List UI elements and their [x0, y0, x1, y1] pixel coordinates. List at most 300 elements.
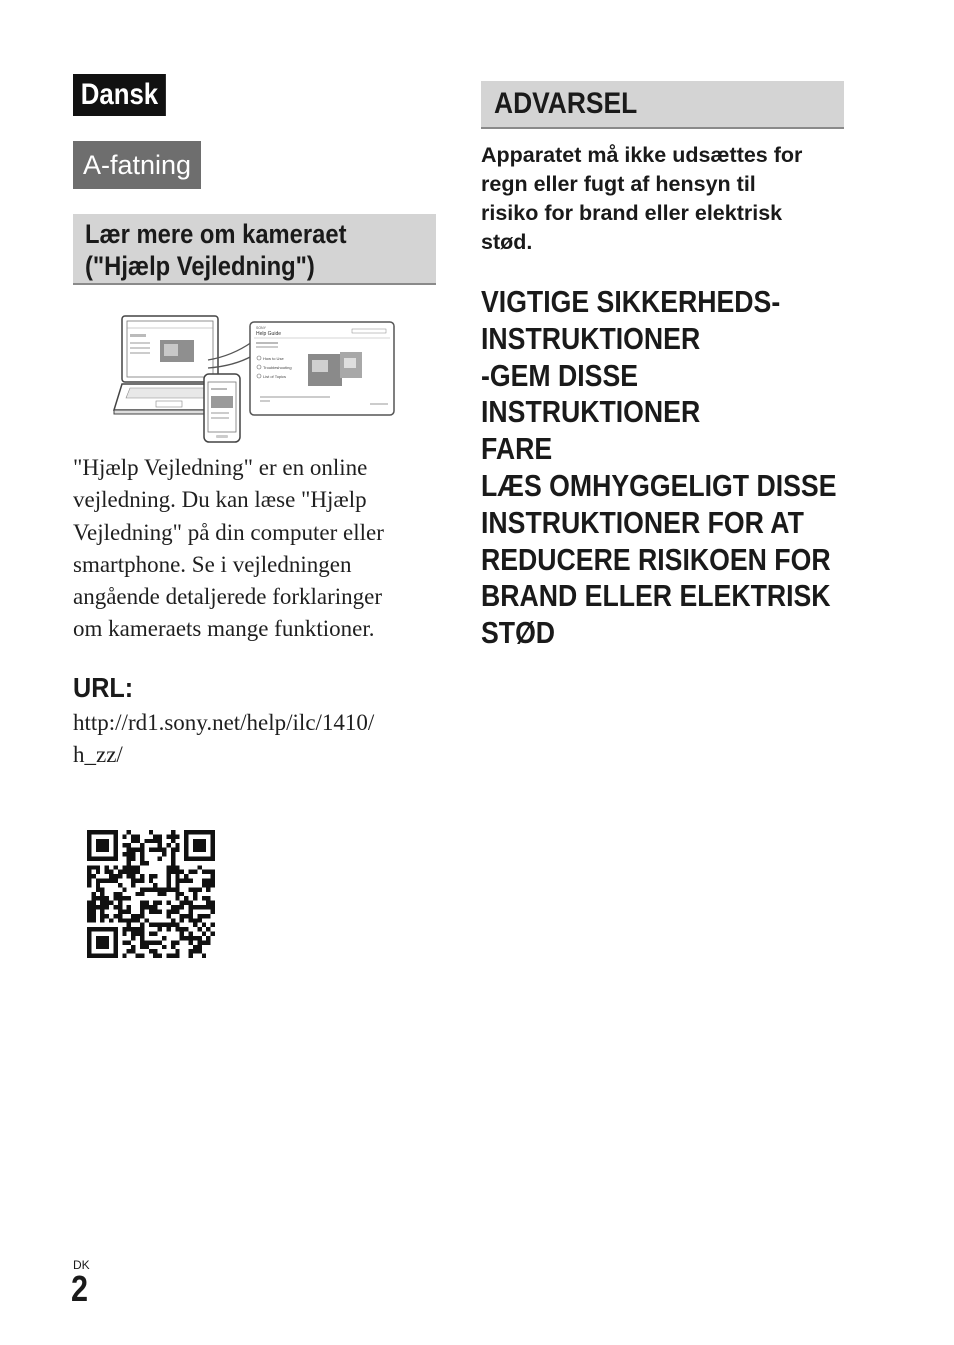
qr-module	[193, 936, 197, 940]
qr-module	[193, 892, 197, 896]
text-line: VIGTIGE SIKKERHEDS-	[481, 284, 781, 319]
text-line: FARE	[481, 431, 553, 467]
qr-module	[87, 870, 91, 874]
qr-module	[131, 932, 135, 936]
qr-module	[189, 909, 193, 913]
qr-module	[118, 883, 122, 887]
help-menu-item: List of Topics	[263, 374, 287, 379]
qr-module	[158, 927, 162, 931]
qr-module	[131, 839, 135, 843]
text-line: om kameraets mange funktioner.	[73, 616, 375, 642]
qr-module	[153, 901, 157, 905]
qr-module	[149, 932, 153, 936]
qr-module	[144, 839, 148, 843]
qr-module	[211, 932, 215, 936]
qr-module	[193, 870, 197, 874]
help-guide-title: Help Guide	[256, 331, 282, 337]
qr-module	[211, 923, 215, 927]
qr-module	[189, 905, 193, 909]
qr-module	[149, 839, 153, 843]
qr-module	[180, 918, 184, 922]
qr-module	[202, 940, 206, 944]
qr-module	[189, 914, 193, 918]
qr-module	[171, 856, 175, 860]
qr-module	[140, 945, 144, 949]
qr-module	[153, 905, 157, 909]
qr-module	[87, 918, 91, 922]
qr-module	[180, 879, 184, 883]
qr-module	[96, 883, 100, 887]
qr-module	[153, 940, 157, 944]
qr-module	[91, 892, 95, 896]
qr-module	[122, 940, 126, 944]
qr-module	[136, 914, 140, 918]
qr-module	[189, 901, 193, 905]
qr-module	[153, 834, 157, 838]
qr-module	[166, 865, 170, 869]
qr-module	[171, 923, 175, 927]
qr-module	[197, 887, 201, 891]
qr-module	[122, 932, 126, 936]
qr-module	[127, 949, 131, 953]
qr-module	[118, 892, 122, 896]
qr-module	[153, 874, 157, 878]
qr-module	[175, 883, 179, 887]
qr-module	[184, 879, 188, 883]
qr-module	[100, 887, 104, 891]
qr-module	[158, 887, 162, 891]
qr-module	[136, 848, 140, 852]
qr-module	[189, 887, 193, 891]
qr-module	[158, 901, 162, 905]
qr-module	[131, 856, 135, 860]
qr-module	[175, 927, 179, 931]
text-line: -GEM DISSE	[481, 357, 639, 393]
qr-module	[175, 909, 179, 913]
qr-module	[140, 914, 144, 918]
qr-module	[118, 870, 122, 874]
qr-module	[153, 887, 157, 891]
qr-module	[171, 861, 175, 865]
qr-module	[87, 883, 91, 887]
qr-module	[136, 879, 140, 883]
qr-module	[175, 892, 179, 896]
qr-module	[122, 927, 126, 931]
qr-module	[144, 861, 148, 865]
url-line: h_zz/	[73, 742, 123, 767]
qr-module	[87, 905, 91, 909]
qr-module	[131, 927, 135, 931]
text-line: "Hjælp Vejledning" er en online	[73, 455, 368, 480]
qr-module	[162, 945, 166, 949]
qr-module	[158, 954, 162, 958]
qr-module	[140, 848, 144, 852]
qr-module	[136, 839, 140, 843]
qr-module	[122, 909, 126, 913]
qr-module	[153, 949, 157, 953]
qr-module	[140, 843, 144, 847]
qr-module	[113, 905, 117, 909]
qr-module	[96, 870, 100, 874]
qr-module	[109, 870, 113, 874]
qr-module	[127, 861, 131, 865]
qr-module	[171, 918, 175, 922]
qr-module	[113, 896, 117, 900]
qr-module	[140, 852, 144, 856]
section-heading-line: ("Hjælp Vejledning")	[85, 251, 315, 281]
qr-module	[184, 936, 188, 940]
help-guide-url[interactable]	[73, 707, 374, 771]
qr-module	[136, 932, 140, 936]
qr-module	[166, 843, 170, 847]
qr-module	[100, 901, 104, 905]
qr-module	[131, 834, 135, 838]
qr-module	[140, 940, 144, 944]
qr-module	[140, 861, 144, 865]
qr-module	[175, 870, 179, 874]
qr-module	[197, 905, 201, 909]
qr-module	[127, 896, 131, 900]
qr-module	[144, 901, 148, 905]
qr-module	[149, 830, 153, 834]
qr-module	[202, 923, 206, 927]
qr-module	[149, 923, 153, 927]
qr-module	[197, 936, 201, 940]
qr-module	[136, 865, 140, 869]
qr-module	[175, 923, 179, 927]
page-number: 2	[71, 1268, 89, 1309]
qr-module	[113, 874, 117, 878]
qr-module	[206, 914, 210, 918]
qr-module	[202, 914, 206, 918]
qr-module	[131, 914, 135, 918]
qr-module	[166, 954, 170, 958]
qr-module	[149, 874, 153, 878]
qr-module	[127, 848, 131, 852]
qr-module	[175, 843, 179, 847]
qr-module	[144, 905, 148, 909]
qr-module	[149, 905, 153, 909]
qr-module	[211, 883, 215, 887]
qr-module	[96, 905, 100, 909]
qr-module	[122, 896, 126, 900]
qr-module	[144, 887, 148, 891]
text-line: risiko for brand eller elektrisk	[481, 201, 783, 225]
help-menu-item: How to Use	[263, 356, 284, 361]
qr-module	[127, 909, 131, 913]
qr-module	[189, 870, 193, 874]
qr-module	[180, 914, 184, 918]
qr-module	[206, 936, 210, 940]
qr-module	[100, 914, 104, 918]
qr-module	[166, 834, 170, 838]
qr-module	[100, 896, 104, 900]
qr-module	[184, 914, 188, 918]
qr-module	[206, 901, 210, 905]
qr-module	[166, 887, 170, 891]
qr-module	[158, 839, 162, 843]
qr-module	[197, 927, 201, 931]
qr-module	[140, 879, 144, 883]
qr-module	[127, 940, 131, 944]
qr-module	[211, 874, 215, 878]
help-menu-item: Troubleshooting	[263, 365, 292, 370]
text-line: INSTRUKTIONER FOR AT	[481, 504, 804, 540]
smartphone-icon	[204, 374, 240, 442]
mount-label: A-fatning	[73, 141, 201, 189]
qr-module	[122, 852, 126, 856]
qr-module	[206, 879, 210, 883]
qr-module	[140, 856, 144, 860]
text-line: regn eller fugt af hensyn til	[481, 172, 756, 196]
qr-module	[211, 870, 215, 874]
qr-module	[162, 852, 166, 856]
qr-module	[140, 936, 144, 940]
qr-module	[131, 879, 135, 883]
url-label: URL:	[73, 672, 134, 703]
warning-heading: ADVARSEL	[481, 81, 844, 129]
qr-module	[197, 914, 201, 918]
qr-module	[122, 843, 126, 847]
qr-module	[180, 905, 184, 909]
qr-module	[87, 909, 91, 913]
text-line: REDUCERE RISIKOEN FOR	[481, 541, 831, 577]
qr-module	[175, 949, 179, 953]
qr-module	[171, 852, 175, 856]
text-line: stød.	[481, 230, 533, 254]
qr-module	[96, 865, 100, 869]
qr-module	[149, 909, 153, 913]
qr-module	[189, 954, 193, 958]
qr-module	[197, 945, 201, 949]
qr-module	[193, 839, 206, 852]
qr-module	[162, 887, 166, 891]
qr-module	[87, 865, 91, 869]
qr-module	[113, 865, 117, 869]
qr-module	[193, 949, 197, 953]
svg-text:SONY: SONY	[256, 326, 266, 330]
qr-module	[162, 848, 166, 852]
qr-module	[118, 896, 122, 900]
qr-module	[87, 879, 91, 883]
text-line: INSTRUKTIONER	[481, 320, 701, 356]
qr-module	[100, 879, 104, 883]
qr-module	[175, 954, 179, 958]
qr-module	[140, 923, 144, 927]
qr-module	[109, 874, 113, 878]
qr-module	[127, 830, 131, 834]
qr-module	[171, 945, 175, 949]
qr-module	[180, 892, 184, 896]
qr-module	[166, 883, 170, 887]
qr-module	[109, 901, 113, 905]
qr-module	[197, 865, 201, 869]
qr-module	[122, 918, 126, 922]
qr-module	[189, 879, 193, 883]
qr-module	[175, 865, 179, 869]
qr-module	[202, 896, 206, 900]
qr-module	[136, 927, 140, 931]
qr-module	[96, 896, 100, 900]
qr-module	[105, 901, 109, 905]
qr-module	[158, 834, 162, 838]
qr-module	[91, 918, 95, 922]
qr-module	[149, 887, 153, 891]
text-line: BRAND ELLER ELEKTRISK	[481, 578, 831, 614]
qr-module	[162, 892, 166, 896]
qr-module	[175, 874, 179, 878]
qr-module	[140, 905, 144, 909]
qr-module	[144, 945, 148, 949]
qr-module	[149, 940, 153, 944]
qr-module	[113, 892, 117, 896]
qr-module	[131, 883, 135, 887]
qr-module	[184, 874, 188, 878]
qr-module	[158, 892, 162, 896]
qr-module	[140, 887, 144, 891]
qr-module	[131, 848, 135, 852]
warning-text	[481, 141, 802, 257]
text-line: smartphone. Se i vejledningen	[73, 551, 352, 577]
qr-module	[175, 887, 179, 891]
qr-module	[118, 905, 122, 909]
qr-module	[158, 848, 162, 852]
qr-module	[122, 870, 126, 874]
qr-module	[171, 870, 175, 874]
text-line: vejledning. Du kan læse "Hjælp	[73, 487, 367, 513]
qr-module	[122, 865, 126, 869]
qr-module	[131, 870, 135, 874]
qr-module	[189, 936, 193, 940]
qr-module	[171, 848, 175, 852]
qr-module	[171, 865, 175, 869]
text-line: INSTRUKTIONER	[481, 394, 701, 430]
qr-module	[140, 901, 144, 905]
qr-module	[87, 874, 91, 878]
qr-module	[91, 865, 95, 869]
qr-module	[180, 936, 184, 940]
qr-module	[105, 914, 109, 918]
qr-module	[153, 839, 157, 843]
qr-module	[206, 887, 210, 891]
qr-module	[131, 874, 135, 878]
qr-module	[131, 852, 135, 856]
qr-module	[193, 896, 197, 900]
qr-module	[100, 909, 104, 913]
qr-module	[136, 834, 140, 838]
qr-module	[153, 923, 157, 927]
qr-module	[140, 909, 144, 913]
qr-module	[189, 918, 193, 922]
qr-module	[171, 834, 175, 838]
qr-module	[171, 905, 175, 909]
qr-module	[140, 932, 144, 936]
language-label: Dansk	[73, 74, 166, 116]
qr-module	[118, 874, 122, 878]
qr-module	[136, 918, 140, 922]
qr-module	[122, 834, 126, 838]
qr-module	[193, 945, 197, 949]
qr-module	[180, 901, 184, 905]
qr-module	[158, 856, 162, 860]
qr-module	[189, 949, 193, 953]
qr-module	[127, 918, 131, 922]
text-line: STØD	[481, 615, 556, 651]
qr-module	[149, 949, 153, 953]
qr-module	[171, 909, 175, 913]
qr-module	[136, 892, 140, 896]
qr-module	[189, 932, 193, 936]
qr-module	[180, 870, 184, 874]
qr-module	[197, 918, 201, 922]
qr-module	[127, 870, 131, 874]
qr-code	[87, 830, 215, 958]
qr-module	[105, 870, 109, 874]
qr-module	[140, 927, 144, 931]
qr-module	[100, 892, 104, 896]
qr-module	[91, 901, 95, 905]
qr-module	[206, 927, 210, 931]
qr-module	[131, 945, 135, 949]
qr-module	[136, 954, 140, 958]
qr-module	[153, 848, 157, 852]
text-line: angående detaljerede forklaringer	[73, 584, 383, 610]
qr-module	[100, 905, 104, 909]
qr-module	[113, 879, 117, 883]
qr-module	[166, 923, 170, 927]
qr-module	[118, 909, 122, 913]
qr-module	[206, 870, 210, 874]
qr-module	[122, 954, 126, 958]
help-guide-illustration	[112, 312, 397, 445]
qr-module	[118, 914, 122, 918]
qr-module	[171, 830, 175, 834]
intro-paragraph	[73, 452, 445, 646]
qr-module	[118, 918, 122, 922]
section-heading	[73, 214, 436, 285]
qr-module	[166, 874, 170, 878]
text-line: Vejledning" på din computer eller	[73, 519, 384, 545]
qr-module	[202, 870, 206, 874]
qr-module	[127, 856, 131, 860]
qr-module	[202, 905, 206, 909]
qr-module	[171, 940, 175, 944]
qr-module	[166, 927, 170, 931]
qr-module	[105, 879, 109, 883]
qr-module	[113, 914, 117, 918]
qr-module	[140, 892, 144, 896]
text-line: Apparatet må ikke udsættes for	[481, 143, 803, 167]
qr-module	[166, 879, 170, 883]
qr-module	[162, 936, 166, 940]
qr-module	[166, 914, 170, 918]
qr-module	[175, 879, 179, 883]
text-line: LÆS OMHYGGELIGT DISSE	[481, 467, 837, 503]
qr-module	[91, 914, 95, 918]
qr-module	[184, 896, 188, 900]
qr-module	[166, 909, 170, 913]
qr-module	[131, 936, 135, 940]
qr-module	[100, 918, 104, 922]
qr-module	[162, 923, 166, 927]
qr-module	[140, 954, 144, 958]
qr-module	[105, 865, 109, 869]
qr-module	[122, 887, 126, 891]
qr-module	[127, 843, 131, 847]
qr-module	[91, 874, 95, 878]
qr-module	[96, 879, 100, 883]
qr-module	[197, 949, 201, 953]
